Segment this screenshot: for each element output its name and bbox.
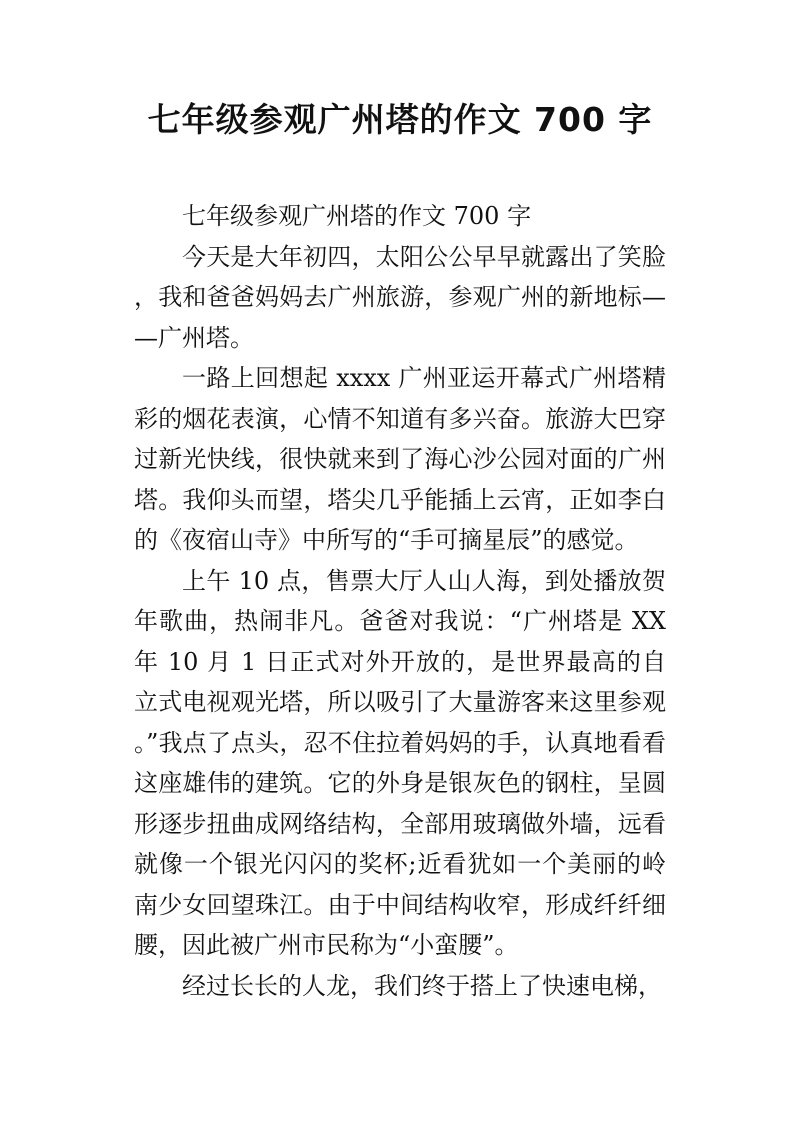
document-body (134, 196, 666, 1006)
paragraph: 今天是大年初四，太阳公公早早就露出了笑脸，我和爸爸妈妈去广州旅游，参观广州的新地标——广州塔。 (134, 242, 666, 352)
paragraph: 一路上回想起 xxxx 广州亚运开幕式广州塔精彩的烟花表演，心情不知道有多兴奋。旅游大巴穿过新光快线，很快就来到了海心沙公园对面的广州塔。我仰头而望，塔尖几乎能插上云宵，正如李白的《夜宿山寺》中所写的“手可摘星辰”的感觉。 (134, 364, 666, 554)
paragraph-heading-repeat: 七年级参观广州塔的作文 700 字 (182, 202, 532, 230)
paragraph: 经过长长的人龙，我们终于搭上了快速电梯， (182, 971, 662, 1000)
document-title: 七年级参观广州塔的作文 700 字 (147, 100, 653, 139)
paragraph: 上午 10 点，售票大厅人山人海，到处播放贺年歌曲，热闹非凡。爸爸对我说：“广州塔是 XX 年 10 月 1 日正式对外开放的，是世界最高的自立式电视观光塔，所以吸引了大量游客来这里参观。”我点了点头，忍不住拉着妈妈的手，认真地看看这座雄伟的建筑。它的外身是银灰色的钢柱，呈圆形逐步扭曲成网络结构，全部用玻璃做外墙，远看就像一个银光闪闪的奖杯;近看犹如一个美丽的岭南少女回望珠江。由于中间结构收窄，形成纤纤细腰，因此被广州市民称为“小蛮腰”。 (134, 566, 666, 959)
